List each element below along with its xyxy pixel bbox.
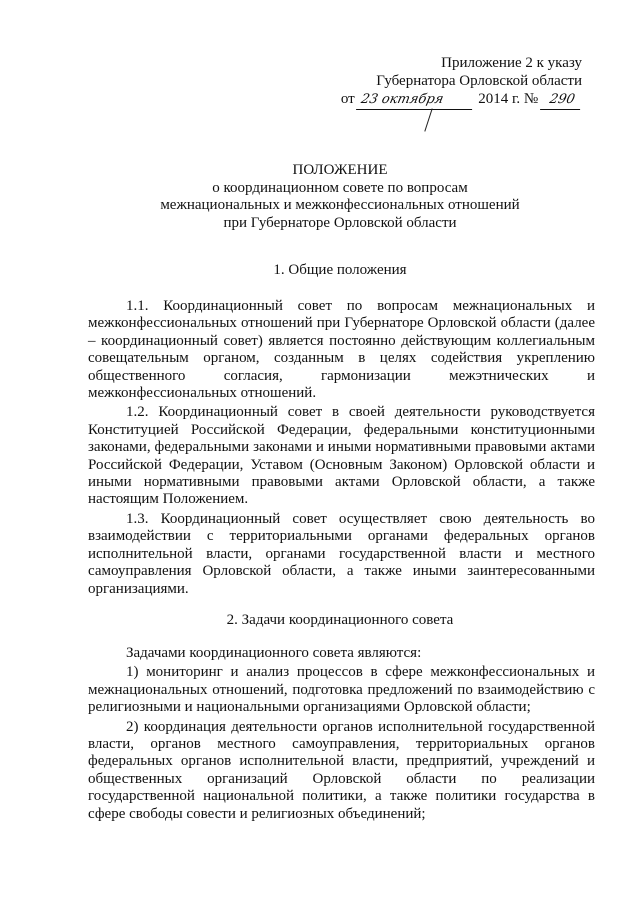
decree-date-line <box>282 90 582 110</box>
task-item-2: 2) координация деятельности органов исполнительной государственной власти, органов местного самоуправления, территориальных органов федеральных органов исполнительной власти, предприятий, учреждений и общественных организаций Орловской области по реализации государственной национальной политики, а также политики государства в сфере свободы совести и религиозных объединений; <box>88 718 595 822</box>
section-1-body <box>88 298 595 598</box>
appendix-line-2: Губернатора Орловской области <box>376 73 582 89</box>
section-1-heading: 1. Общие положения <box>273 262 407 278</box>
appendix-line-1: Приложение 2 к указу <box>441 55 582 71</box>
paragraph-1-2: 1.2. Координационный совет в своей деятельности руководствуется Конституцией Российской Федерации, федеральными конституционными законами, федеральными законами и иными нормативными правовыми актами Российской Федерации, Уставом (Основным Законом) Орловской области и иными нормативными правовыми актами Орловской области, а также настоящим Положением. <box>88 404 595 508</box>
task-item-1: 1) мониторинг и анализ процессов в сфере межконфессиональных и межнациональных отношений, подготовка предложений по взаимодействию с религиозными и национальными организациями Орловской области; <box>88 664 595 716</box>
date-prefix: от <box>340 91 355 107</box>
title-line-4: при Губернаторе Орловской области <box>223 214 457 231</box>
document-title <box>110 162 570 232</box>
handwritten-date: 23 октября <box>356 91 476 110</box>
pen-mark <box>424 108 432 131</box>
section-2-body <box>88 645 595 823</box>
title-line-1: ПОЛОЖЕНИЕ <box>292 162 388 178</box>
title-line-3: межнациональных и межконфессиональных отношений <box>160 197 520 213</box>
year-and-number-label: 2014 г. № <box>478 91 539 107</box>
paragraph-1-1: 1.1. Координационный совет по вопросам межнациональных и межконфессиональных отношений при Губернаторе Орловской области (далее – координационный совет) является постоянно действующим коллегиальным совещательным органом, созданным в целях содействия укреплению общественного согласия, гармонизации межэтнических и межконфессиональных отношений. <box>88 298 595 402</box>
appendix-header <box>282 54 582 110</box>
section-2-intro: Задачами координационного совета являются: <box>126 645 422 661</box>
title-line-2: о координационном совете по вопросам <box>212 179 468 196</box>
section-2-heading: 2. Задачи координационного совета <box>226 612 454 628</box>
paragraph-1-3: 1.3. Координационный совет осуществляет свою деятельность во взаимодействии с территориальными органами федеральных органов исполнительной власти, органами государственной власти и местного самоуправления Орловской области, а также иными заинтересованными организациями. <box>88 510 595 597</box>
handwritten-number: 290 <box>540 91 584 110</box>
